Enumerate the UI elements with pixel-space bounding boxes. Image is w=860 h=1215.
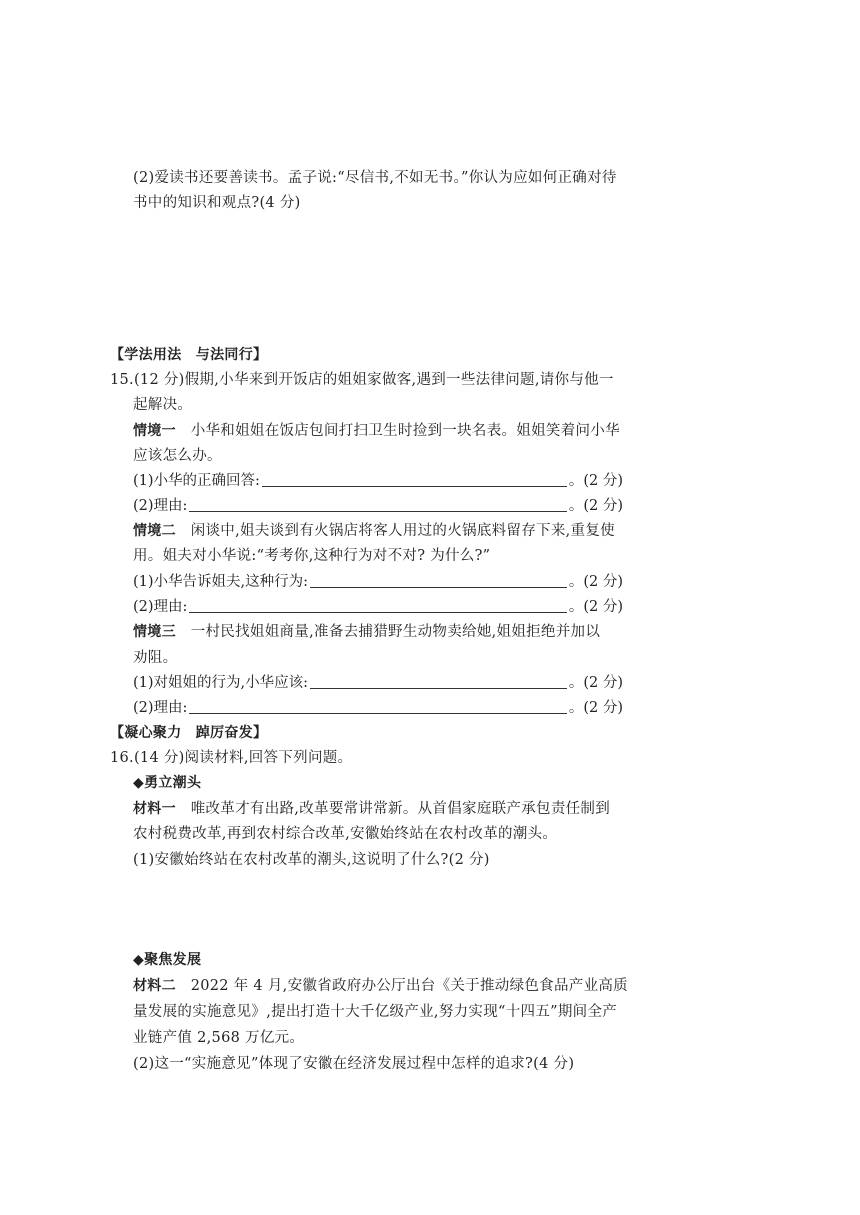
answer-blank[interactable] (189, 598, 566, 613)
material-1-tag: 材料一 (133, 801, 176, 817)
scenario-2-reason-row: (2)理由: 。(2 分) (133, 599, 623, 615)
material-2-line2: 量发展的实施意见》,提出打造十大千亿级产业,努力实现“十四五”期间全产 (133, 1004, 618, 1020)
answer-blank[interactable] (189, 497, 566, 512)
answer-blank[interactable] (310, 573, 567, 588)
scenario-1-line2: 应该怎么办。 (133, 448, 222, 464)
material-2-tag: 材料二 (133, 978, 176, 994)
scenario-2-answer-row: (1)小华告诉姐夫,这种行为: 。(2 分) (133, 574, 623, 590)
scenario-3-line1: 情境三 一村民找姐姐商量,准备去捕猎野生动物卖给她,姐姐拒绝并加以 (133, 624, 601, 640)
q16-heading-2: ◆聚焦发展 (133, 952, 202, 968)
q14-text-line2: 书中的知识和观点?(4 分) (133, 195, 301, 211)
section-title-law: 【学法用法 与法同行】 (110, 347, 268, 363)
q15-text-line1: 15.(12 分)假期,小华来到开饭店的姐姐家做客,遇到一些法律问题,请你与他一 (110, 372, 614, 388)
material-2-line3: 业链产值 2,568 万亿元。 (133, 1030, 305, 1046)
q16-heading-1: ◆勇立潮头 (133, 775, 202, 791)
material-1-line1: 材料一 唯改革才有出路,改革要常讲常新。从首倡家庭联产承包责任制到 (133, 801, 611, 817)
answer-blank[interactable] (262, 472, 567, 487)
answer-blank[interactable] (310, 674, 567, 689)
answer-blank[interactable] (189, 699, 566, 714)
q14-text-line1: (2)爱读书还要善读书。孟子说:“尽信书,不如无书。”你认为应如何正确对待 (133, 170, 617, 186)
q16-text-line1: 16.(14 分)阅读材料,回答下列问题。 (110, 750, 353, 766)
scenario-1-line1: 情境一 小华和姐姐在饭店包间打扫卫生时捡到一块名表。姐姐笑着问小华 (133, 423, 620, 439)
q15-text-line2: 起解决。 (133, 397, 193, 413)
scenario-3-reason-row: (2)理由: 。(2 分) (133, 700, 623, 716)
scenario-2-line1: 情境二 闲谈中,姐夫谈到有火锅店将客人用过的火锅底料留存下来,重复使 (133, 523, 615, 539)
scenario-1-answer-row: (1)小华的正确回答: 。(2 分) (133, 473, 623, 489)
scenario-2-tag: 情境二 (133, 523, 176, 539)
scenario-3-answer-row: (1)对姐姐的行为,小华应该: 。(2 分) (133, 675, 623, 691)
material-1-line2: 农村税费改革,再到农村综合改革,安徽始终站在农村改革的潮头。 (133, 826, 558, 842)
scenario-2-line2: 用。姐夫对小华说:“考考你,这种行为对不对? 为什么?” (133, 548, 491, 564)
scenario-1-tag: 情境一 (133, 423, 176, 439)
material-2-line1: 材料二 2022 年 4 月,安徽省政府办公厅出台《关于推动绿色食品产业高质 (133, 978, 628, 994)
scenario-1-reason-row: (2)理由: 。(2 分) (133, 498, 623, 514)
scenario-3-tag: 情境三 (133, 624, 176, 640)
q16-question-1: (1)安徽始终站在农村改革的潮头,这说明了什么?(2 分) (133, 852, 490, 868)
section-title-effort: 【凝心聚力 踔厉奋发】 (110, 725, 268, 741)
scenario-3-line2: 劝阻。 (133, 650, 178, 666)
q16-question-2: (2)这一“实施意见”体现了安徽在经济发展过程中怎样的追求?(4 分) (133, 1056, 575, 1072)
